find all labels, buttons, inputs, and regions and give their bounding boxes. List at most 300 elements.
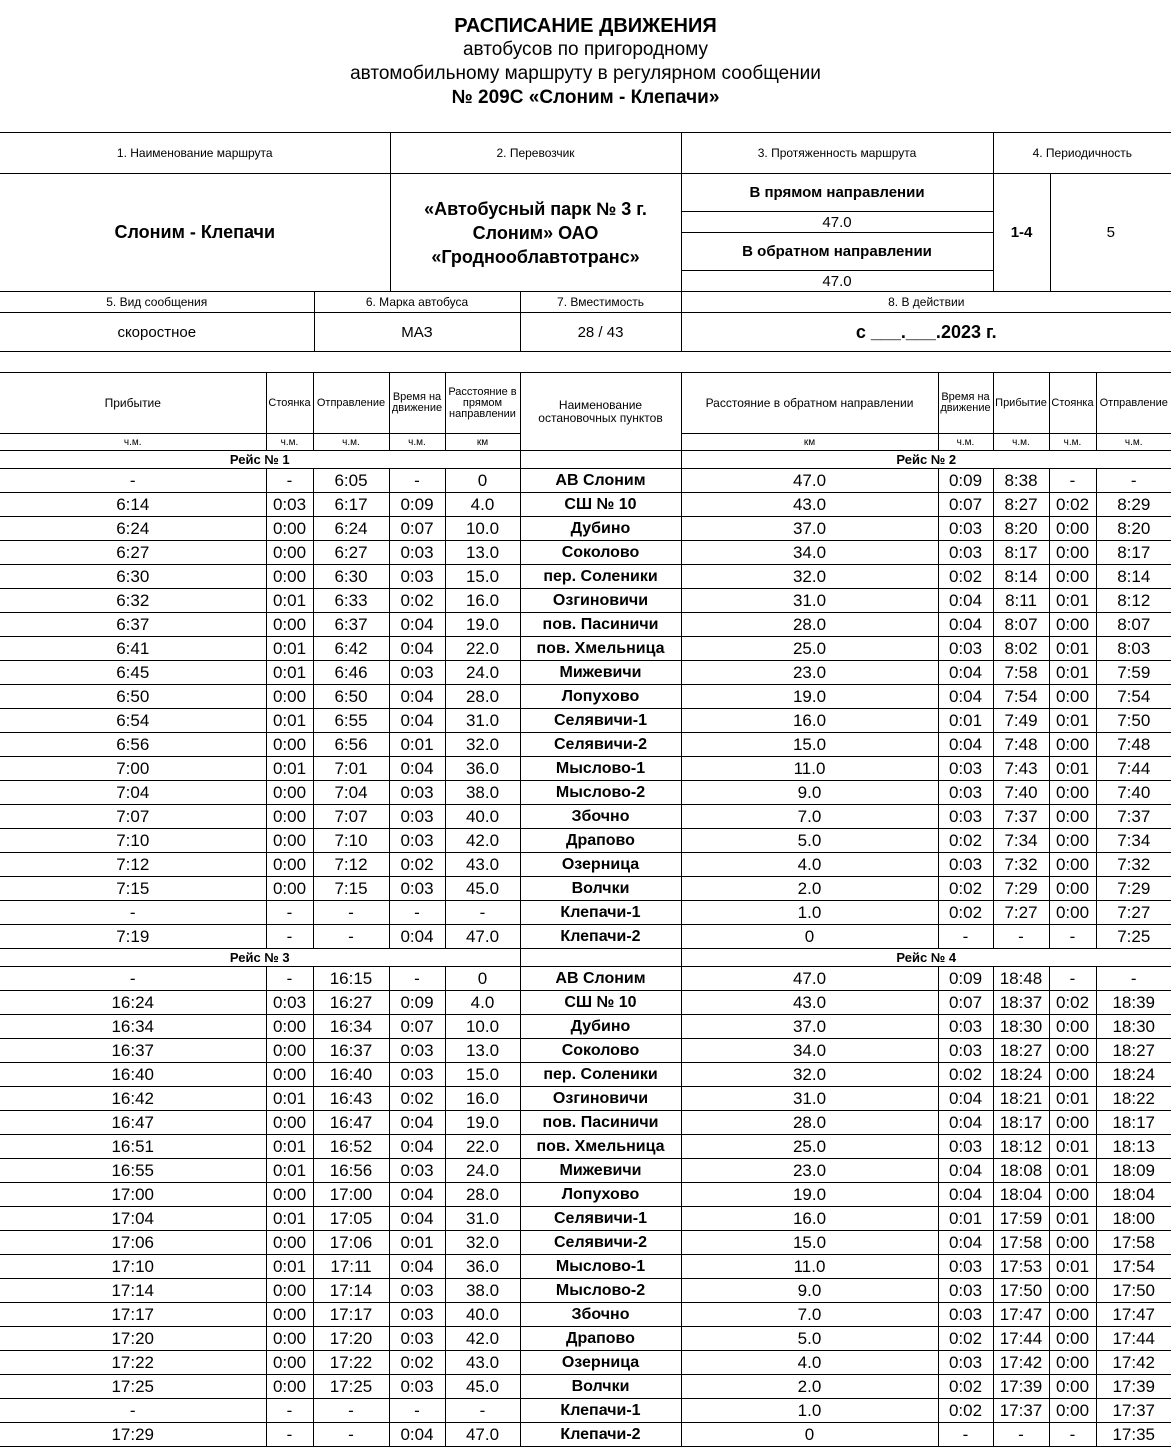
distance-forward-cell: 32.0 xyxy=(445,733,520,757)
arrival-cell: 6:32 xyxy=(0,589,266,613)
stop-time-r-cell: 0:00 xyxy=(1049,805,1096,829)
stop-name-cell: Клепачи-1 xyxy=(520,901,681,925)
stop-time-r-cell: 0:00 xyxy=(1049,733,1096,757)
unit-label: ч.м. xyxy=(1049,434,1096,451)
travel-time-cell: 0:03 xyxy=(389,829,445,853)
travel-time-r-cell: 0:02 xyxy=(938,901,993,925)
distance-forward-cell: 19.0 xyxy=(445,613,520,637)
distance-forward-cell: - xyxy=(445,1399,520,1423)
travel-time-r-cell: 0:04 xyxy=(938,733,993,757)
table-row xyxy=(0,781,1171,805)
table-row xyxy=(0,1087,1171,1111)
stop-time-cell: 0:00 xyxy=(266,1231,313,1255)
stop-time-r-cell: 0:00 xyxy=(1049,613,1096,637)
col-distance-forward-header: Расстояние в прямом направлении xyxy=(445,373,520,434)
stop-name-cell: Озерница xyxy=(520,1351,681,1375)
stop-time-cell: 0:01 xyxy=(266,661,313,685)
distance-forward-cell: 4.0 xyxy=(445,493,520,517)
departure-cell: 16:47 xyxy=(313,1111,389,1135)
stop-name-cell: Драпово xyxy=(520,829,681,853)
stop-name-cell: пов. Хмельница xyxy=(520,1135,681,1159)
distance-backward-cell: 16.0 xyxy=(681,709,938,733)
distance-forward-cell: 43.0 xyxy=(445,1351,520,1375)
trip-label-forward: Рейс № 3 xyxy=(0,949,520,967)
table-row xyxy=(0,1375,1171,1399)
distance-backward-cell: 47.0 xyxy=(681,967,938,991)
arrival-r-cell: 18:21 xyxy=(993,1087,1049,1111)
departure-r-cell: 17:37 xyxy=(1096,1399,1171,1423)
in-effect-header: 8. В действии xyxy=(681,292,1171,313)
departure-r-cell: 18:17 xyxy=(1096,1111,1171,1135)
departure-cell: 6:37 xyxy=(313,613,389,637)
departure-cell: 16:43 xyxy=(313,1087,389,1111)
departure-cell: 16:15 xyxy=(313,967,389,991)
arrival-r-cell: 17:50 xyxy=(993,1279,1049,1303)
travel-time-r-cell: 0:09 xyxy=(938,967,993,991)
arrival-r-cell: 17:58 xyxy=(993,1231,1049,1255)
distance-backward-cell: 4.0 xyxy=(681,1351,938,1375)
distance-backward-cell: 31.0 xyxy=(681,589,938,613)
departure-r-cell: 18:27 xyxy=(1096,1039,1171,1063)
arrival-cell: 6:24 xyxy=(0,517,266,541)
arrival-cell: 17:10 xyxy=(0,1255,266,1279)
arrival-cell: 6:56 xyxy=(0,733,266,757)
distance-forward-cell: 16.0 xyxy=(445,589,520,613)
departure-cell: 6:33 xyxy=(313,589,389,613)
stop-name-cell: Мыслово-1 xyxy=(520,757,681,781)
stop-time-cell: 0:01 xyxy=(266,709,313,733)
col-distance-backward-header: Расстояние в обратном направлении xyxy=(681,373,938,434)
arrival-cell: 16:34 xyxy=(0,1015,266,1039)
travel-time-cell: 0:04 xyxy=(389,1423,445,1447)
departure-cell: 7:07 xyxy=(313,805,389,829)
arrival-r-cell: - xyxy=(993,925,1049,949)
table-row xyxy=(0,1399,1171,1423)
departure-r-cell: 17:58 xyxy=(1096,1231,1171,1255)
departure-cell: 6:46 xyxy=(313,661,389,685)
distance-forward-cell: 0 xyxy=(445,967,520,991)
arrival-cell: 17:29 xyxy=(0,1423,266,1447)
distance-backward-cell: 9.0 xyxy=(681,781,938,805)
departure-cell: 6:55 xyxy=(313,709,389,733)
departure-r-cell: 8:12 xyxy=(1096,589,1171,613)
distance-forward-cell: - xyxy=(445,901,520,925)
arrival-cell: 6:41 xyxy=(0,637,266,661)
arrival-cell: 6:27 xyxy=(0,541,266,565)
arrival-r-cell: 8:07 xyxy=(993,613,1049,637)
travel-time-cell: 0:03 xyxy=(389,781,445,805)
stop-name-cell: пер. Соленики xyxy=(520,565,681,589)
distance-backward-cell: 23.0 xyxy=(681,661,938,685)
trip-label-spacer xyxy=(520,451,681,469)
distance-backward-cell: 32.0 xyxy=(681,565,938,589)
stop-time-r-cell: 0:00 xyxy=(1049,517,1096,541)
departure-cell: 7:12 xyxy=(313,853,389,877)
table-row xyxy=(0,517,1171,541)
distance-forward-cell: 0 xyxy=(445,469,520,493)
stop-time-cell: - xyxy=(266,469,313,493)
route-length-header: 3. Протяженность маршрута xyxy=(681,133,993,174)
departure-cell: 17:06 xyxy=(313,1231,389,1255)
departure-r-cell: 18:30 xyxy=(1096,1015,1171,1039)
table-row xyxy=(0,613,1171,637)
distance-backward-cell: 15.0 xyxy=(681,733,938,757)
travel-time-r-cell: 0:03 xyxy=(938,517,993,541)
arrival-r-cell: 8:14 xyxy=(993,565,1049,589)
route-name-header: 1. Наименование маршрута xyxy=(0,133,390,174)
departure-cell: - xyxy=(313,1423,389,1447)
departure-r-cell: 7:27 xyxy=(1096,901,1171,925)
arrival-r-cell: 7:48 xyxy=(993,733,1049,757)
table-row xyxy=(0,901,1171,925)
schedule-body xyxy=(0,451,1171,1447)
departure-cell: 16:27 xyxy=(313,991,389,1015)
stop-time-cell: - xyxy=(266,1399,313,1423)
arrival-cell: 7:04 xyxy=(0,781,266,805)
table-row xyxy=(0,565,1171,589)
table-row xyxy=(0,1111,1171,1135)
distance-backward-cell: 31.0 xyxy=(681,1087,938,1111)
arrival-cell: - xyxy=(0,469,266,493)
stop-name-cell: Клепачи-2 xyxy=(520,1423,681,1447)
arrival-r-cell: 18:04 xyxy=(993,1183,1049,1207)
travel-time-r-cell: 0:04 xyxy=(938,1231,993,1255)
table-row xyxy=(0,1207,1171,1231)
stop-time-cell: 0:01 xyxy=(266,637,313,661)
travel-time-r-cell: 0:01 xyxy=(938,1207,993,1231)
table-row xyxy=(0,493,1171,517)
arrival-r-cell: 8:02 xyxy=(993,637,1049,661)
stop-name-cell: Клепачи-1 xyxy=(520,1399,681,1423)
stop-time-r-cell: 0:01 xyxy=(1049,709,1096,733)
arrival-r-cell: 18:37 xyxy=(993,991,1049,1015)
travel-time-cell: - xyxy=(389,1399,445,1423)
stop-time-cell: 0:01 xyxy=(266,589,313,613)
distance-forward-cell: 13.0 xyxy=(445,541,520,565)
travel-time-r-cell: 0:03 xyxy=(938,1039,993,1063)
stop-name-cell: СШ № 10 xyxy=(520,493,681,517)
distance-backward-cell: 25.0 xyxy=(681,637,938,661)
service-type-header: 5. Вид сообщения xyxy=(0,292,314,313)
stop-time-cell: 0:00 xyxy=(266,1351,313,1375)
arrival-r-cell: 7:32 xyxy=(993,853,1049,877)
stop-time-r-cell: 0:01 xyxy=(1049,637,1096,661)
distance-forward-cell: 40.0 xyxy=(445,805,520,829)
arrival-r-cell: 17:47 xyxy=(993,1303,1049,1327)
table-row xyxy=(0,469,1171,493)
stop-time-cell: 0:00 xyxy=(266,1111,313,1135)
departure-cell: - xyxy=(313,901,389,925)
trip-header-row xyxy=(0,451,1171,469)
travel-time-cell: 0:04 xyxy=(389,709,445,733)
stop-time-cell: 0:01 xyxy=(266,1207,313,1231)
stop-time-r-cell: 0:00 xyxy=(1049,685,1096,709)
departure-r-cell: 18:24 xyxy=(1096,1063,1171,1087)
arrival-cell: 6:30 xyxy=(0,565,266,589)
departure-r-cell: 18:00 xyxy=(1096,1207,1171,1231)
distance-forward-cell: 28.0 xyxy=(445,1183,520,1207)
stop-time-cell: 0:00 xyxy=(266,1327,313,1351)
travel-time-cell: 0:03 xyxy=(389,565,445,589)
stop-time-cell: 0:01 xyxy=(266,1135,313,1159)
travel-time-cell: 0:03 xyxy=(389,661,445,685)
arrival-r-cell: 17:44 xyxy=(993,1327,1049,1351)
travel-time-cell: 0:09 xyxy=(389,991,445,1015)
distance-backward-cell: 2.0 xyxy=(681,1375,938,1399)
distance-backward-cell: 25.0 xyxy=(681,1135,938,1159)
stop-name-cell: пов. Пасиничи xyxy=(520,1111,681,1135)
stop-time-r-cell: 0:00 xyxy=(1049,1111,1096,1135)
arrival-r-cell: 17:37 xyxy=(993,1399,1049,1423)
table-row xyxy=(0,589,1171,613)
departure-cell: 7:01 xyxy=(313,757,389,781)
departure-cell: 17:11 xyxy=(313,1255,389,1279)
distance-forward-cell: 45.0 xyxy=(445,1375,520,1399)
stop-name-cell: АВ Слоним xyxy=(520,967,681,991)
travel-time-cell: 0:02 xyxy=(389,1351,445,1375)
col-stop-header: Стоянка xyxy=(266,373,313,434)
stop-name-cell: пер. Соленики xyxy=(520,1063,681,1087)
periodicity-days: 1-4 xyxy=(993,174,1050,292)
table-row xyxy=(0,1135,1171,1159)
stop-time-r-cell: 0:01 xyxy=(1049,757,1096,781)
departure-r-cell: 18:39 xyxy=(1096,991,1171,1015)
travel-time-r-cell: 0:02 xyxy=(938,1063,993,1087)
distance-forward-cell: 10.0 xyxy=(445,1015,520,1039)
travel-time-r-cell: 0:02 xyxy=(938,1399,993,1423)
stop-time-cell: 0:00 xyxy=(266,877,313,901)
distance-backward-cell: 9.0 xyxy=(681,1279,938,1303)
stop-time-cell: 0:00 xyxy=(266,517,313,541)
travel-time-r-cell: 0:02 xyxy=(938,829,993,853)
departure-r-cell: 18:13 xyxy=(1096,1135,1171,1159)
departure-r-cell: 7:48 xyxy=(1096,733,1171,757)
stop-time-r-cell: - xyxy=(1049,469,1096,493)
distance-backward-cell: 1.0 xyxy=(681,1399,938,1423)
stop-name-cell: Соколово xyxy=(520,541,681,565)
arrival-cell: 16:40 xyxy=(0,1063,266,1087)
stop-time-r-cell: 0:01 xyxy=(1049,1159,1096,1183)
arrival-r-cell: - xyxy=(993,1423,1049,1447)
distance-forward-cell: 47.0 xyxy=(445,1423,520,1447)
stop-time-r-cell: 0:01 xyxy=(1049,1087,1096,1111)
trip-label-backward: Рейс № 4 xyxy=(681,949,1171,967)
stop-time-r-cell: 0:02 xyxy=(1049,493,1096,517)
travel-time-r-cell: 0:02 xyxy=(938,1375,993,1399)
travel-time-r-cell: 0:03 xyxy=(938,637,993,661)
bus-brand-value: МАЗ xyxy=(314,313,520,352)
stop-time-cell: - xyxy=(266,925,313,949)
departure-r-cell: 8:14 xyxy=(1096,565,1171,589)
table-row xyxy=(0,829,1171,853)
departure-cell: - xyxy=(313,1399,389,1423)
table-row xyxy=(0,733,1171,757)
stop-name-cell: Соколово xyxy=(520,1039,681,1063)
stop-name-cell: Селявичи-2 xyxy=(520,733,681,757)
stop-name-cell: Лопухово xyxy=(520,1183,681,1207)
stop-time-r-cell: 0:00 xyxy=(1049,877,1096,901)
distance-backward-cell: 2.0 xyxy=(681,877,938,901)
distance-forward-cell: 43.0 xyxy=(445,853,520,877)
distance-backward-cell: 28.0 xyxy=(681,613,938,637)
travel-time-cell: 0:04 xyxy=(389,1135,445,1159)
unit-label: ч.м. xyxy=(1096,434,1171,451)
travel-time-r-cell: 0:03 xyxy=(938,1303,993,1327)
col-travel-time-r-header: Время на движение xyxy=(938,373,993,434)
distance-forward-cell: 16.0 xyxy=(445,1087,520,1111)
travel-time-cell: 0:07 xyxy=(389,517,445,541)
document-title xyxy=(0,14,1171,110)
service-type-value: скоростное xyxy=(0,313,314,352)
arrival-cell: 7:15 xyxy=(0,877,266,901)
travel-time-r-cell: 0:04 xyxy=(938,1111,993,1135)
arrival-cell: 16:55 xyxy=(0,1159,266,1183)
departure-cell: 6:30 xyxy=(313,565,389,589)
in-effect-value: с ___.___.2023 г. xyxy=(681,313,1171,352)
travel-time-r-cell: 0:04 xyxy=(938,1159,993,1183)
departure-cell: 17:22 xyxy=(313,1351,389,1375)
table-row xyxy=(0,853,1171,877)
travel-time-cell: 0:04 xyxy=(389,1255,445,1279)
distance-backward-cell: 4.0 xyxy=(681,853,938,877)
stop-time-cell: 0:00 xyxy=(266,781,313,805)
trip-label-backward: Рейс № 2 xyxy=(681,451,1171,469)
stop-time-cell: 0:00 xyxy=(266,805,313,829)
arrival-r-cell: 18:12 xyxy=(993,1135,1049,1159)
departure-cell: 17:20 xyxy=(313,1327,389,1351)
title-subtitle-1: автобусов по пригородному xyxy=(462,39,709,60)
travel-time-cell: 0:01 xyxy=(389,733,445,757)
arrival-r-cell: 7:54 xyxy=(993,685,1049,709)
arrival-cell: - xyxy=(0,1399,266,1423)
distance-forward-cell: 31.0 xyxy=(445,1207,520,1231)
departure-r-cell: 8:07 xyxy=(1096,613,1171,637)
stop-time-cell: 0:00 xyxy=(266,1015,313,1039)
col-stop-name-header: Наименование остановочных пунктов xyxy=(520,373,681,451)
departure-cell: 17:00 xyxy=(313,1183,389,1207)
travel-time-cell: 0:03 xyxy=(389,805,445,829)
distance-backward-cell: 15.0 xyxy=(681,1231,938,1255)
arrival-cell: - xyxy=(0,967,266,991)
distance-forward-cell: 22.0 xyxy=(445,637,520,661)
stop-name-cell: Дубино xyxy=(520,517,681,541)
departure-cell: 17:05 xyxy=(313,1207,389,1231)
travel-time-r-cell: 0:04 xyxy=(938,613,993,637)
distance-forward-cell: 10.0 xyxy=(445,517,520,541)
stop-name-cell: Селявичи-2 xyxy=(520,1231,681,1255)
table-row xyxy=(0,661,1171,685)
stop-time-r-cell: 0:00 xyxy=(1049,1063,1096,1087)
travel-time-r-cell: 0:07 xyxy=(938,991,993,1015)
stop-time-cell: 0:00 xyxy=(266,829,313,853)
departure-r-cell: 7:29 xyxy=(1096,877,1171,901)
departure-r-cell: 7:37 xyxy=(1096,805,1171,829)
arrival-cell: 6:50 xyxy=(0,685,266,709)
departure-r-cell: - xyxy=(1096,469,1171,493)
table-row xyxy=(0,877,1171,901)
departure-r-cell: - xyxy=(1096,967,1171,991)
stop-time-cell: 0:00 xyxy=(266,541,313,565)
unit-label: ч.м. xyxy=(993,434,1049,451)
arrival-cell: 16:51 xyxy=(0,1135,266,1159)
unit-label: км xyxy=(681,434,938,451)
table-row xyxy=(0,967,1171,991)
travel-time-r-cell: 0:03 xyxy=(938,781,993,805)
arrival-cell: 16:37 xyxy=(0,1039,266,1063)
distance-backward-cell: 19.0 xyxy=(681,1183,938,1207)
distance-backward-cell: 16.0 xyxy=(681,1207,938,1231)
table-row xyxy=(0,925,1171,949)
travel-time-cell: 0:02 xyxy=(389,853,445,877)
stop-name-cell: Збочно xyxy=(520,1303,681,1327)
travel-time-r-cell: 0:04 xyxy=(938,589,993,613)
travel-time-r-cell: 0:03 xyxy=(938,1351,993,1375)
table-row xyxy=(0,1063,1171,1087)
travel-time-r-cell: 0:03 xyxy=(938,853,993,877)
bus-brand-header: 6. Марка автобуса xyxy=(314,292,520,313)
distance-forward-cell: 38.0 xyxy=(445,781,520,805)
table-row xyxy=(0,805,1171,829)
departure-r-cell: 18:09 xyxy=(1096,1159,1171,1183)
arrival-cell: 16:24 xyxy=(0,991,266,1015)
distance-backward-cell: 43.0 xyxy=(681,991,938,1015)
travel-time-r-cell: 0:01 xyxy=(938,709,993,733)
distance-forward-cell: 22.0 xyxy=(445,1135,520,1159)
travel-time-cell: 0:07 xyxy=(389,1015,445,1039)
distance-backward-cell: 19.0 xyxy=(681,685,938,709)
departure-r-cell: 17:50 xyxy=(1096,1279,1171,1303)
table-row xyxy=(0,1279,1171,1303)
departure-cell: - xyxy=(313,925,389,949)
arrival-cell: 17:17 xyxy=(0,1303,266,1327)
col-arrival-r-header: Прибытие xyxy=(993,373,1049,434)
departure-r-cell: 17:35 xyxy=(1096,1423,1171,1447)
travel-time-cell: 0:03 xyxy=(389,1375,445,1399)
stop-name-cell: Озгиновичи xyxy=(520,589,681,613)
departure-cell: 16:56 xyxy=(313,1159,389,1183)
travel-time-r-cell: 0:04 xyxy=(938,1183,993,1207)
stop-time-r-cell: 0:01 xyxy=(1049,1135,1096,1159)
distance-backward-cell: 11.0 xyxy=(681,757,938,781)
departure-r-cell: 8:29 xyxy=(1096,493,1171,517)
stop-time-r-cell: 0:00 xyxy=(1049,1303,1096,1327)
stop-time-cell: 0:01 xyxy=(266,1255,313,1279)
arrival-r-cell: 7:29 xyxy=(993,877,1049,901)
stop-time-r-cell: 0:00 xyxy=(1049,1351,1096,1375)
departure-cell: 17:14 xyxy=(313,1279,389,1303)
arrival-r-cell: 7:58 xyxy=(993,661,1049,685)
distance-forward-cell: 13.0 xyxy=(445,1039,520,1063)
departure-r-cell: 8:17 xyxy=(1096,541,1171,565)
stop-name-cell: Селявичи-1 xyxy=(520,709,681,733)
stop-name-cell: Мижевичи xyxy=(520,1159,681,1183)
arrival-cell: 7:00 xyxy=(0,757,266,781)
stop-time-r-cell: 0:01 xyxy=(1049,1255,1096,1279)
stop-time-cell: 0:01 xyxy=(266,1087,313,1111)
departure-r-cell: 18:22 xyxy=(1096,1087,1171,1111)
departure-cell: 6:05 xyxy=(313,469,389,493)
table-row xyxy=(0,1303,1171,1327)
distance-forward-cell: 15.0 xyxy=(445,1063,520,1087)
distance-backward-cell: 34.0 xyxy=(681,1039,938,1063)
departure-r-cell: 7:50 xyxy=(1096,709,1171,733)
travel-time-cell: 0:04 xyxy=(389,685,445,709)
stop-time-r-cell: 0:00 xyxy=(1049,1039,1096,1063)
distance-forward-cell: 45.0 xyxy=(445,877,520,901)
arrival-r-cell: 7:40 xyxy=(993,781,1049,805)
distance-backward-cell: 0 xyxy=(681,925,938,949)
travel-time-r-cell: 0:04 xyxy=(938,1087,993,1111)
